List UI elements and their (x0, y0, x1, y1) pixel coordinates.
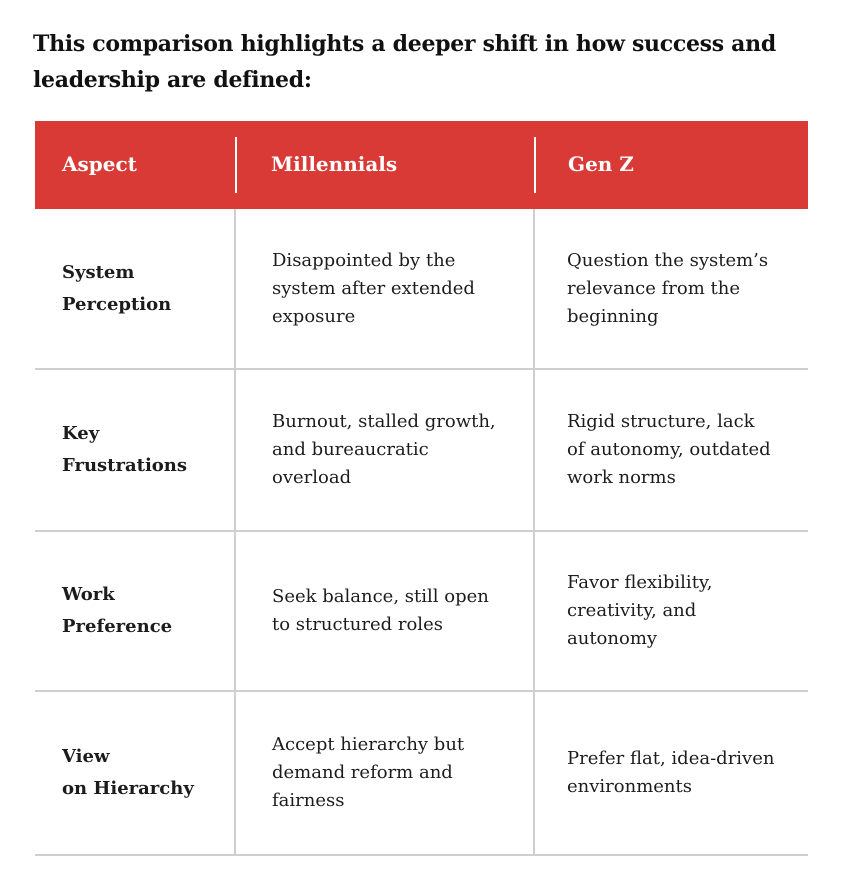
millennials-text: Burnout, stalled growth, (272, 411, 496, 432)
intro-line-2: leadership are defined: (33, 67, 312, 93)
gen-z-cell (534, 209, 808, 369)
table-header (35, 121, 808, 209)
header-row (35, 121, 808, 209)
gen-z-text: relevance from the (567, 277, 740, 299)
header-gen-z: Gen Z (534, 121, 808, 209)
aspect-cell (35, 209, 235, 369)
millennials-cell (235, 209, 534, 369)
gen-z-text: of autonomy, outdated (567, 439, 771, 460)
intro-paragraph (33, 26, 813, 98)
millennials-text: demand reform and (272, 762, 453, 783)
aspect-text: Key (62, 423, 100, 444)
gen-z-text: Prefer flat, idea-driven (567, 748, 775, 769)
table-body (35, 209, 808, 855)
gen-z-cell (534, 691, 808, 855)
millennials-text: system after extended (272, 277, 475, 299)
millennials-text: fairness (272, 790, 345, 811)
millennials-text: overload (272, 467, 352, 488)
millennials-text: Disappointed by the (272, 249, 456, 271)
millennials-text: Seek balance, still open (272, 586, 489, 607)
table-row (35, 369, 808, 531)
millennials-cell (235, 369, 534, 531)
gen-z-text: environments (567, 776, 692, 797)
table-row (35, 531, 808, 691)
intro-line-1: This comparison highlights a deeper shift in how success and (33, 31, 776, 57)
aspect-cell (35, 369, 235, 531)
aspect-text: Work (62, 584, 115, 605)
header-millennials: Millennials (235, 121, 534, 209)
gen-z-text: beginning (567, 305, 659, 327)
millennials-cell (235, 691, 534, 855)
millennials-cell (235, 531, 534, 691)
aspect-cell (35, 691, 235, 855)
millennials-text: and bureaucratic (272, 439, 429, 460)
aspect-text: System (62, 261, 135, 283)
millennials-text: to structured roles (272, 614, 443, 635)
gen-z-text: Favor flexibility, (567, 572, 713, 593)
aspect-text: Preference (62, 616, 173, 637)
aspect-text: Perception (62, 293, 172, 315)
gen-z-cell (534, 369, 808, 531)
aspect-text: Frustrations (62, 455, 188, 476)
header-aspect: Aspect (35, 121, 235, 209)
gen-z-text: work norms (567, 467, 676, 488)
aspect-cell (35, 531, 235, 691)
table-row (35, 209, 808, 369)
gen-z-text: autonomy (567, 628, 658, 649)
gen-z-text: Rigid structure, lack (567, 411, 755, 432)
millennials-text: exposure (272, 305, 356, 327)
gen-z-text: creativity, and (567, 600, 697, 621)
comparison-table (35, 121, 808, 856)
gen-z-text: Question the system’s (567, 249, 769, 271)
millennials-text: Accept hierarchy but (272, 734, 465, 755)
aspect-text: on Hierarchy (62, 778, 194, 799)
aspect-text: View (62, 746, 110, 767)
gen-z-cell (534, 531, 808, 691)
table-row (35, 691, 808, 855)
